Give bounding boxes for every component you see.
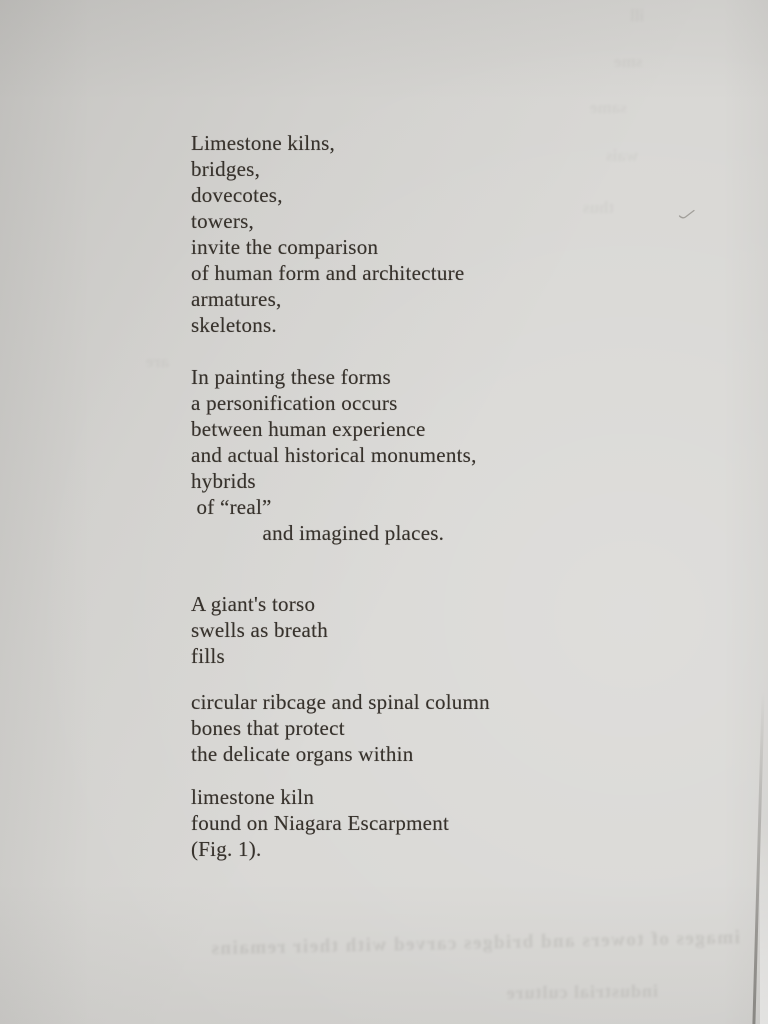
ghost-showthrough-fragment: wais	[606, 146, 639, 165]
poem-line: A giant's torso	[191, 592, 316, 616]
poem-line: and actual historical monuments,	[191, 443, 477, 467]
poem-line: invite the comparison	[191, 235, 379, 259]
poem-line: bridges,	[191, 157, 261, 181]
stanza-4	[191, 689, 490, 767]
poem-line: towers,	[191, 209, 254, 233]
poem-line: of “real”	[191, 495, 272, 519]
stanza-5	[191, 784, 449, 862]
ghost-showthrough-fragment: sme	[614, 52, 643, 71]
poem-line: (Fig. 1).	[191, 837, 262, 861]
stanza-2	[191, 364, 477, 546]
poem-line: swells as breath	[191, 618, 328, 642]
stray-check-mark	[678, 208, 696, 226]
poem-line: a personification occurs	[191, 391, 398, 415]
poem-line: dovecotes,	[191, 183, 283, 207]
ghost-showthrough-fragment: same	[590, 98, 627, 117]
ghost-showthrough-fragment: thus	[583, 198, 615, 217]
check-mark-icon	[678, 209, 696, 221]
poem-line: skeletons.	[191, 313, 277, 337]
poem-line: hybrids	[191, 469, 256, 493]
ghost-showthrough-line: images of towers and bridges carved with their remains	[209, 927, 741, 960]
poem-line: armatures,	[191, 287, 282, 311]
poem-line: found on Niagara Escarpment	[191, 811, 450, 835]
poem-line: limestone kiln	[191, 785, 315, 809]
poem-line: the delicate organs within	[191, 742, 414, 766]
poem-line: Limestone kilns,	[191, 131, 335, 155]
poem-line: bones that protect	[191, 716, 345, 740]
poem-line: of human form and architecture	[191, 261, 465, 285]
ghost-showthrough-fragment: are	[146, 352, 170, 371]
poem-line: circular ribcage and spinal column	[191, 690, 490, 714]
poem-line: fills	[191, 644, 225, 668]
poem-line: In painting these forms	[191, 365, 391, 389]
page-edge-highlight	[760, 820, 768, 1024]
stanza-3	[191, 591, 328, 669]
poem-line: between human experience	[191, 417, 426, 441]
stanza-1	[191, 130, 464, 338]
ghost-showthrough-fragment: ill	[630, 6, 645, 25]
poem-line: and imagined places.	[191, 521, 445, 545]
ghost-showthrough-line: industrial culture	[505, 980, 659, 1003]
